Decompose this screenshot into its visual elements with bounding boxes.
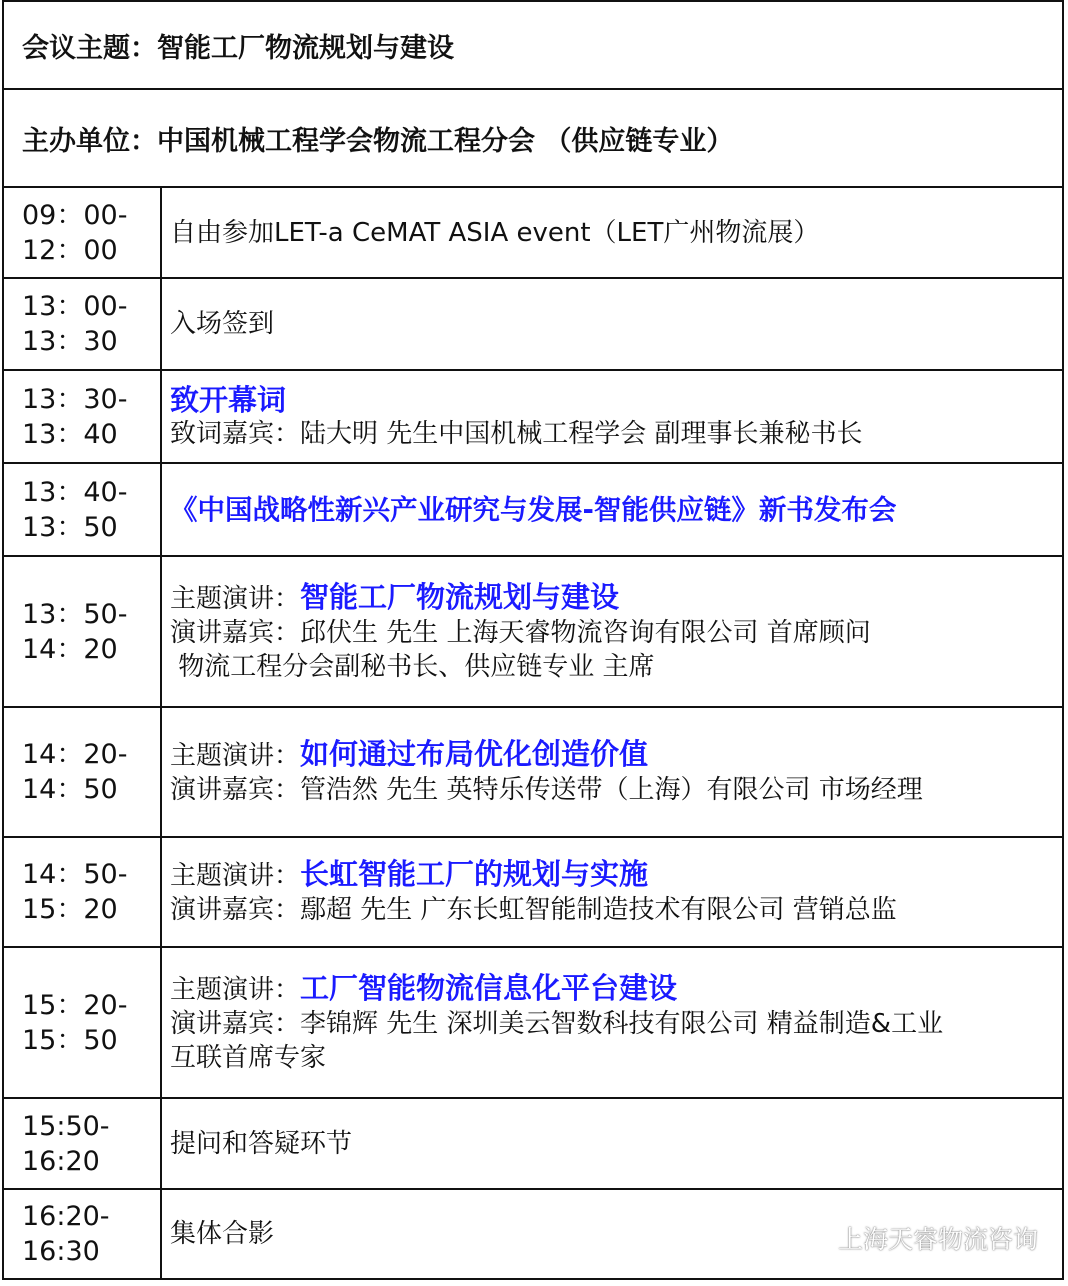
session-title: 如何通过布局优化创造价值 <box>300 737 649 771</box>
schedule-row <box>4 279 1062 371</box>
time-cell <box>4 1099 162 1188</box>
session-prefix: 主题演讲： <box>170 741 301 771</box>
time-end: 13：40 <box>22 418 118 450</box>
time-start: 13：50- <box>22 598 128 630</box>
item-text: 入场签到 <box>170 309 275 339</box>
watermark-text: 上海天睿物流咨询 <box>837 1225 1038 1254</box>
time-start: 13：00- <box>22 291 128 322</box>
session-title: 智能工厂物流规划与建设 <box>300 579 620 614</box>
content-cell <box>162 279 1062 369</box>
time-end: 15：20 <box>22 894 118 925</box>
content-cell <box>162 464 1062 555</box>
time-end: 13：50 <box>22 511 118 543</box>
session-prefix: 主题演讲： <box>170 974 301 1005</box>
session-heading <box>170 580 1062 616</box>
time-cell <box>4 279 162 369</box>
conference-theme: 会议主题：智能工厂物流规划与建设 <box>22 32 454 64</box>
time-cell <box>4 557 162 706</box>
item-text: 提问和答疑环节 <box>170 1128 353 1159</box>
session-title: 长虹智能工厂的规划与实施 <box>300 857 649 891</box>
content-cell <box>162 371 1062 462</box>
speaker-title-extra: 物流工程分会副秘书长、供应链专业 主席 <box>170 651 655 682</box>
session-heading <box>170 857 1062 893</box>
time-start: 13：30- <box>22 383 128 415</box>
content-cell <box>162 708 1062 836</box>
time-cell <box>4 708 162 836</box>
time-end: 13：30 <box>22 326 118 357</box>
session-title: 工厂智能物流信息化平台建设 <box>300 970 678 1005</box>
time-cell <box>4 188 162 277</box>
time-end: 14：50 <box>22 774 118 805</box>
schedule-row <box>4 708 1062 838</box>
time-start: 16:20- <box>22 1201 110 1232</box>
schedule-row <box>4 948 1062 1099</box>
session-title: 《中国战略性新兴产业研究与发展-智能供应链》新书发布会 <box>170 493 897 526</box>
time-start: 13：40- <box>22 476 128 508</box>
session-title: 致开幕词 <box>170 382 287 417</box>
item-text: 自由参加LET-a CeMAT ASIA event（LET广州物流展） <box>170 217 820 248</box>
speaker-info: 演讲嘉宾：李锦辉 先生 深圳美云智数科技有限公司 精益制造&工业 <box>170 1008 944 1039</box>
speaker-info: 演讲嘉宾：邱伏生 先生 上海天睿物流咨询有限公司 首席顾问 <box>170 617 871 648</box>
organizer-row <box>4 90 1062 188</box>
session-heading <box>170 971 1062 1007</box>
session-heading <box>170 737 1062 773</box>
time-start: 15：20- <box>22 989 128 1021</box>
time-start: 14：20- <box>22 739 128 770</box>
time-cell <box>4 464 162 555</box>
content-cell <box>162 838 1062 946</box>
content-cell <box>162 557 1062 706</box>
watermark <box>796 1220 1038 1256</box>
schedule-row <box>4 464 1062 557</box>
content-cell <box>162 188 1062 277</box>
time-cell <box>4 948 162 1097</box>
time-start: 15:50- <box>22 1110 110 1142</box>
schedule-row <box>4 1099 1062 1190</box>
speaker-info: 致词嘉宾：陆大明 先生中国机械工程学会 副理事长兼秘书长 <box>170 418 863 449</box>
theme-row <box>4 2 1062 90</box>
schedule-row <box>4 838 1062 948</box>
time-end: 14：20 <box>22 633 118 665</box>
schedule-row <box>4 371 1062 464</box>
time-start: 09：00- <box>22 199 128 231</box>
session-prefix: 主题演讲： <box>170 861 301 891</box>
time-cell <box>4 838 162 946</box>
speaker-title-extra: 互联首席专家 <box>170 1042 327 1073</box>
speaker-info: 演讲嘉宾：鄢超 先生 广东长虹智能制造技术有限公司 营销总监 <box>170 895 897 925</box>
time-end: 15：50 <box>22 1024 118 1056</box>
schedule-table <box>2 0 1064 1280</box>
time-end: 16:20 <box>22 1145 100 1177</box>
content-cell <box>162 948 1062 1097</box>
session-prefix: 主题演讲： <box>170 583 301 614</box>
item-text: 集体合影 <box>170 1219 275 1249</box>
speaker-info: 演讲嘉宾：管浩然 先生 英特乐传送带（上海）有限公司 市场经理 <box>170 775 923 805</box>
schedule-row <box>4 188 1062 279</box>
time-cell <box>4 371 162 462</box>
time-start: 14：50- <box>22 859 128 890</box>
time-end: 16:30 <box>22 1236 100 1267</box>
time-cell <box>4 1190 162 1278</box>
schedule-row <box>4 557 1062 708</box>
wechat-icon <box>796 1225 830 1251</box>
organizer: 主办单位：中国机械工程学会物流工程分会 （供应链专业） <box>22 125 734 157</box>
time-end: 12：00 <box>22 234 118 266</box>
content-cell <box>162 1099 1062 1188</box>
